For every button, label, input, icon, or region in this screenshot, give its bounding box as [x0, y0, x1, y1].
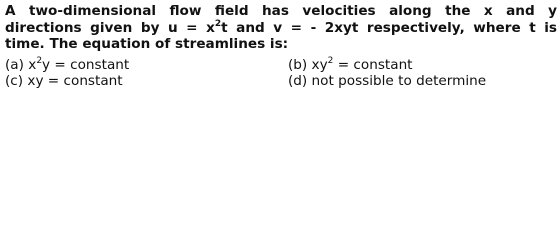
- option-c[interactable]: (c) xy = constant: [5, 73, 123, 89]
- question-text: [5, 3, 557, 53]
- option-b-start: (b) xy: [288, 57, 328, 73]
- option-a-start: (a) x: [5, 57, 37, 73]
- option-a[interactable]: [5, 57, 129, 74]
- question-line-2-start: directions given by u = x: [5, 19, 215, 36]
- option-a-end: y = constant: [42, 57, 130, 73]
- superscript-2: 2: [214, 18, 222, 29]
- question-line-2-end: t and v = - 2xyt respectively, where t is: [221, 19, 557, 36]
- question-line-1: A two-dimensional flow field has velocities along the x and y: [5, 3, 557, 19]
- question-line-2: [5, 20, 557, 37]
- option-b-end: = constant: [333, 57, 413, 73]
- option-b[interactable]: [288, 57, 413, 74]
- option-a-superscript: 2: [36, 56, 43, 66]
- option-d[interactable]: (d) not possible to determine: [288, 73, 487, 89]
- question-line-3: time. The equation of streamlines is:: [5, 36, 289, 52]
- option-b-superscript: 2: [327, 56, 334, 66]
